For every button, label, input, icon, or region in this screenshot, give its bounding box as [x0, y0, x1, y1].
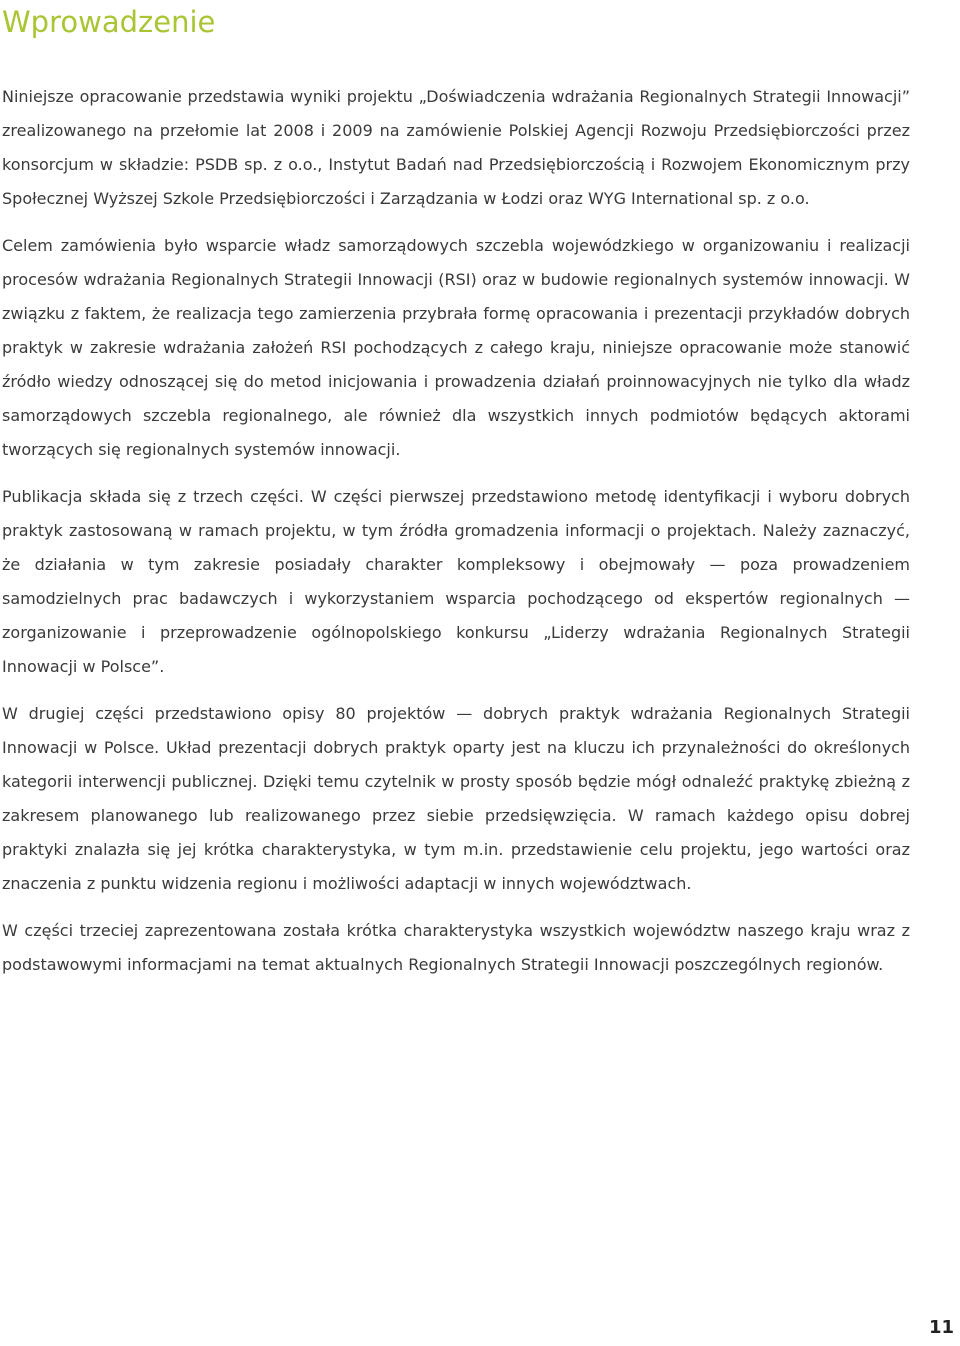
page-number: 11 — [928, 1317, 954, 1338]
paragraph-intro: Niniejsze opracowanie przedstawia wyniki projektu „Doświadczenia wdrażania Regionalnych Strategii Innowacji” zrealizowanego na przełomie lat 2008 i 2009 na zamówienie Polskiej Agencji Rozwoju Przedsiębiorczości przez konsorcjum w składzie: PSDB sp. z o.o., Instytut Badań nad Przedsiębiorczością i Rozwojem Ekonomicznym przy Społecznej Wyższej Szkole Przedsiębiorczości i Zarządzania w Łodzi oraz WYG International sp. z o.o. — [2, 87, 910, 208]
paragraph-purpose: Celem zamówienia było wsparcie władz samorządowych szczebla wojewódzkiego w organizowaniu i realizacji procesów wdrażania Regionalnych Strategii Innowacji (RSI) oraz w budowie regionalnych systemów innowacji. W związku z faktem, że realizacja tego zamierzenia przybrała formę opracowania i prezentacji przykładów dobrych praktyk w zakresie wdrażania założeń RSI pochodzących z całego kraju, niniejsze opracowanie może stanowić źródło wiedzy odnoszącej się do metod inicjowania i prowadzenia działań proinnowacyjnych nie tylko dla władz samorządowych szczebla regionalnego, ale również dla wszystkich innych podmiotów będących aktorami tworzących się regionalnych systemów innowacji. — [2, 236, 910, 459]
paragraph-part-two: W drugiej części przedstawiono opisy 80 projektów — dobrych praktyk wdrażania Regionalnych Strategii Innowacji w Polsce. Układ prezentacji dobrych praktyk oparty jest na kluczu ich przynależności do określonych kategorii interwencji publicznej. Dzięki temu czytelnik w prosty sposób będzie mógł odnaleźć praktykę zbieżną z zakresem planowanego lub realizowanego przez siebie przedsięwzięcia. W ramach każdego opisu dobrej praktyki znalazła się jej krótka charakterystyka, w tym m.in. przedstawienie celu projektu, jego wartości oraz znaczenia z punktu widzenia regionu i możliwości adaptacji w innych województwach. — [2, 704, 910, 893]
body-text — [2, 80, 910, 995]
page-title: Wprowadzenie — [2, 5, 216, 39]
paragraph-part-three: W części trzeciej zaprezentowana została krótka charakterystyka wszystkich województw naszego kraju wraz z podstawowymi informacjami na temat aktualnych Regionalnych Strategii Innowacji poszczególnych regionów. — [2, 921, 910, 974]
paragraph-structure: Publikacja składa się z trzech części. W części pierwszej przedstawiono metodę identyfikacji i wyboru dobrych praktyk zastosowaną w ramach projektu, w tym źródła gromadzenia informacji o projektach. Należy zaznaczyć, że działania w tym zakresie posiadały charakter kompleksowy i obejmowały — poza prowadzeniem samodzielnych prac badawczych i wykorzystaniem wsparcia pochodzącego od ekspertów regionalnych — zorganizowanie i przeprowadzenie ogólnopolskiego konkursu „Liderzy wdrażania Regionalnych Strategii Innowacji w Polsce”. — [2, 487, 910, 676]
